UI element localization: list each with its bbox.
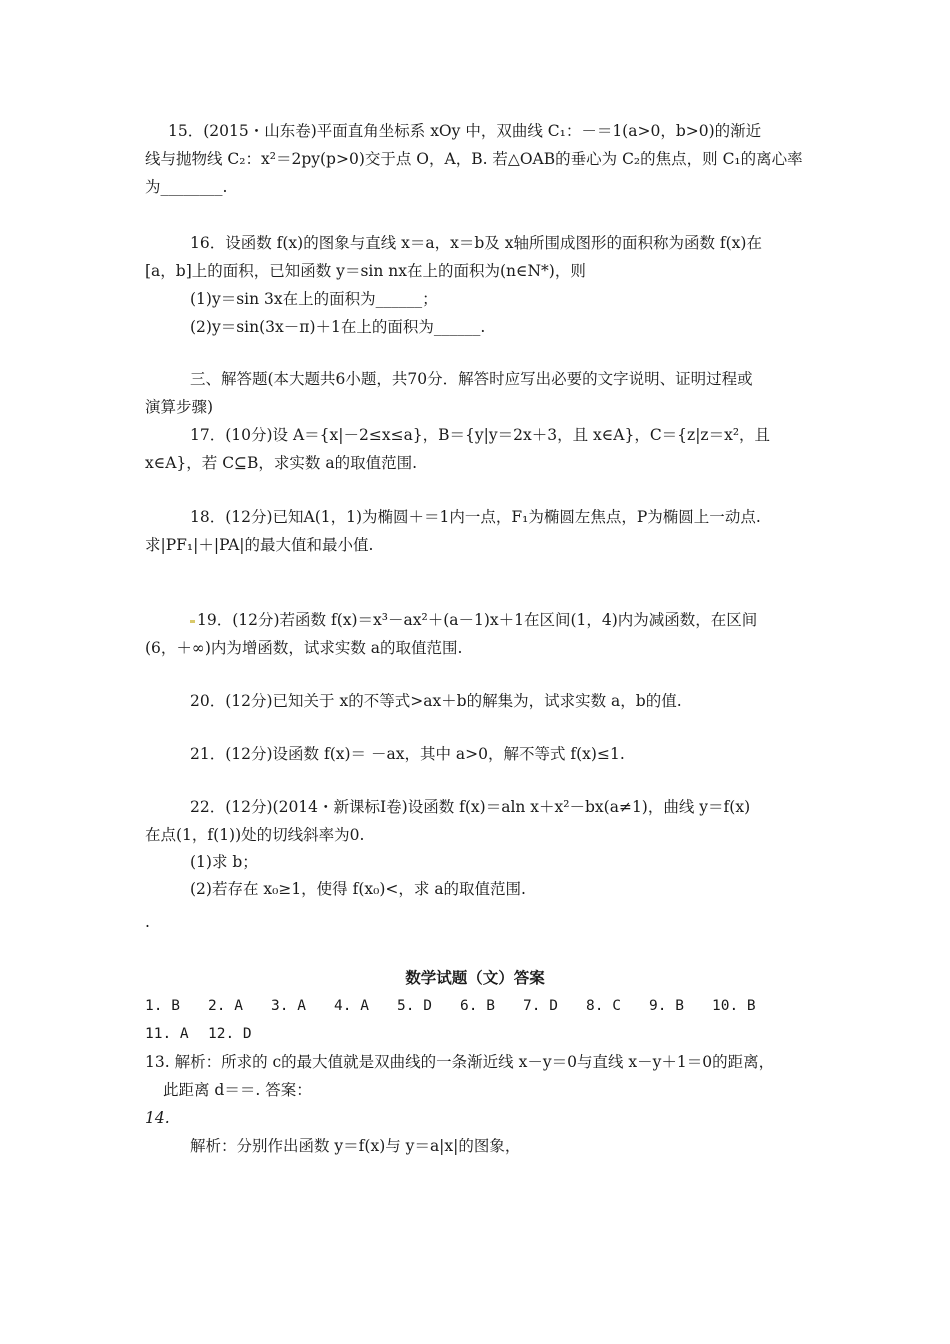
q19-line1-text: 19．(12分)若函数 f(x)＝x³－ax²＋(a－1)x＋1在区间(1，4)内为减函数，在区间 xyxy=(197,611,758,629)
answers-title: 数学试题（文）答案 xyxy=(405,968,545,987)
q19-line2: (6，＋∞)内为增函数，试求实数 a的取值范围. xyxy=(145,639,463,657)
answers-row1 xyxy=(145,996,756,1016)
answer14-label: 14. xyxy=(145,1109,170,1127)
q17-line2: x∈A}，若 C⊆B，求实数 a的取值范围. xyxy=(145,454,418,472)
answer-item: 2. A xyxy=(208,998,243,1014)
q21-line1: 21．(12分)设函数 f(x)＝ －ax，其中 a>0，解不等式 f(x)≤1. xyxy=(190,745,625,763)
q16-line1: 16．设函数 f(x)的图象与直线 x＝a，x＝b及 x轴所围成图形的面积称为函数 f(x)在 xyxy=(190,234,762,252)
answers-row2 xyxy=(145,1024,252,1044)
q19-line1 xyxy=(190,610,757,630)
answer-item: 4. A xyxy=(334,998,369,1014)
q16-line3: (1)y＝sin 3x在上的面积为______； xyxy=(190,290,438,308)
q22-line4: (2)若存在 x₀≥1，使得 f(x₀)<，求 a的取值范围. xyxy=(190,880,526,898)
q22-line3: (1)求 b； xyxy=(190,853,258,871)
section3-line1: 三、解答题(本大题共6小题，共70分．解答时应写出必要的文字说明、证明过程或 xyxy=(190,370,753,388)
q17-line1: 17．(10分)设 A＝{x|－2≤x≤a}，B＝{y|y＝2x＋3，且 x∈A}，C＝{z|z＝x²，且 xyxy=(190,426,771,444)
q18-line2: 求|PF₁|＋|PA|的最大值和最小值. xyxy=(145,536,374,554)
highlight-mark xyxy=(190,620,195,623)
answer-item: 7. D xyxy=(523,998,558,1014)
answer-item: 5. D xyxy=(397,998,432,1014)
q16-line4: (2)y＝sin(3x－π)＋1在上的面积为______. xyxy=(190,318,486,336)
answer-item: 10. B xyxy=(712,998,756,1014)
answer-item: 12. D xyxy=(208,1026,252,1042)
answer-item: 6. B xyxy=(460,998,495,1014)
q22-line2: 在点(1，f(1))处的切线斜率为0. xyxy=(145,826,365,844)
stray-dot: . xyxy=(145,913,150,931)
q15-line3: 为________. xyxy=(145,178,228,196)
q16-line2: [a，b]上的面积，已知函数 y＝sin nx在上的面积为(n∈N*)，则 xyxy=(145,262,586,280)
answer-item: 8. C xyxy=(586,998,621,1014)
answer13-line2: 此距离 d＝＝. 答案： xyxy=(163,1081,312,1099)
section3-line2: 演算步骤) xyxy=(145,398,214,416)
q15-line2: 线与抛物线 C₂：x²＝2py(p>0)交于点 O，A，B. 若△OAB的垂心为 C₂的焦点，则 C₁的离心率 xyxy=(145,150,803,168)
answer14-line1: 解析：分别作出函数 y＝f(x)与 y＝a|x|的图象， xyxy=(190,1137,521,1155)
answer-item: 11. A xyxy=(145,1026,189,1042)
q15-line1: 15．(2015・山东卷)平面直角坐标系 xOy 中，双曲线 C₁：－＝1(a>0，b>0)的渐近 xyxy=(168,122,762,140)
answer-item: 9. B xyxy=(649,998,684,1014)
q22-line1: 22．(12分)(2014・新课标Ⅰ卷)设函数 f(x)＝aln x＋x²－bx(a≠1)，曲线 y＝f(x) xyxy=(190,798,751,816)
answer13-line1: 13. 解析：所求的 c的最大值就是双曲线的一条渐近线 x－y＝0与直线 x－y＋1＝0的距离， xyxy=(145,1053,775,1071)
q18-line1: 18．(12分)已知A(1，1)为椭圆＋＝1内一点，F₁为椭圆左焦点，P为椭圆上一动点. xyxy=(190,508,761,526)
q20-line1: 20．(12分)已知关于 x的不等式>ax＋b的解集为，试求实数 a，b的值. xyxy=(190,692,682,710)
answer-item: 1. B xyxy=(145,998,180,1014)
answer-item: 3. A xyxy=(271,998,306,1014)
